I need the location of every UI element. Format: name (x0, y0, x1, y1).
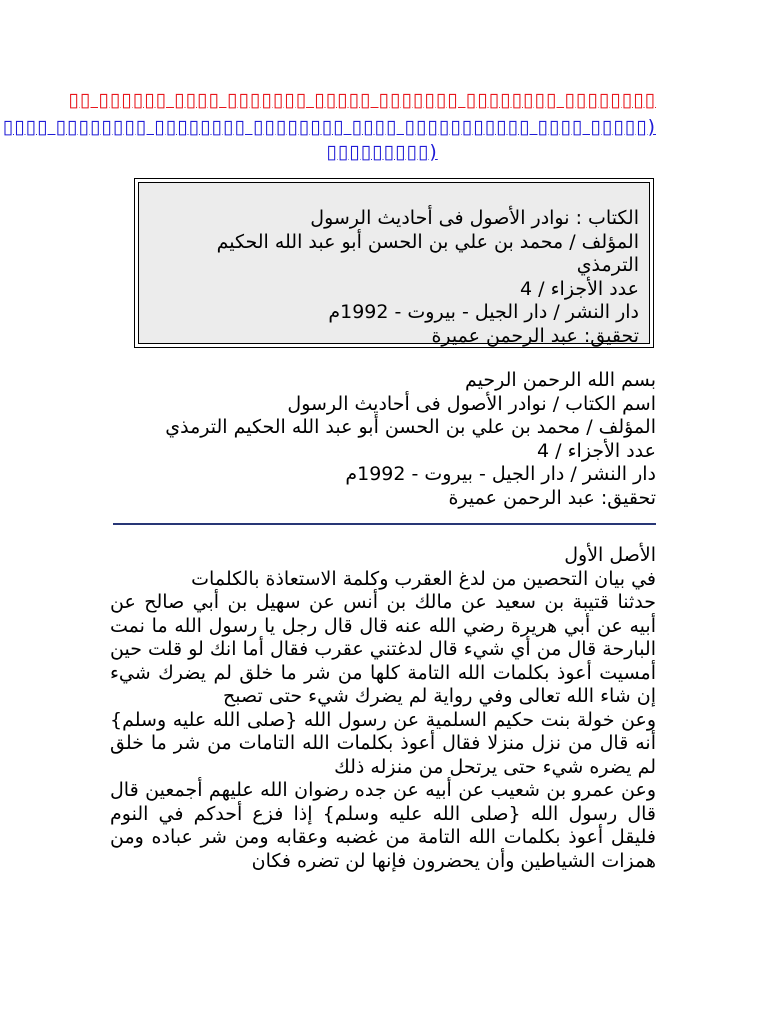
book-volumes-line: عدد الأجزاء / 4 (520, 277, 639, 300)
main-text (110, 544, 656, 873)
intro-book-name: اسم الكتاب / نوادر الأصول فى أحاديث الرسول (287, 392, 656, 415)
hadith-paragraph-3: وعن عمرو بن شعيب عن أبيه عن جده رضوان الله عليهم أجمعين قال قال رسول الله {صلى الله عليه وسلم} إذا فزع أحدكم في النوم فليقل أعوذ بكلمات الله التامة من غضبه وعقابه ومن شر عباده ومن همزات الشياطين وأن يحضرون فإنها لن تضره فكان (110, 779, 656, 872)
book-publisher-line: دار النشر / دار الجيل - بيروت - 1992م (328, 301, 639, 323)
red-title: ▯▯▯▯▯▯▯▯ ▯▯▯▯▯▯▯▯ ▯▯▯▯▯▯▯ ▯▯▯▯▯ ▯▯▯▯▯▯▯ ▯▯▯▯ ▯▯▯▯▯▯ ▯▯ (68, 89, 656, 111)
chapter-subheading: في بيان التحصين من لدغ العقرب وكلمة الاستعاذة بالكلمات (191, 567, 656, 590)
intro-volumes: عدد الأجزاء / 4 (537, 439, 656, 462)
book-info-content (138, 182, 650, 347)
book-author-line: المؤلف / محمد بن علي بن الحسن أبو عبد الله الحكيم الترمذي (216, 230, 639, 276)
hadith-paragraph-1: حدثنا قتيبة بن سعيد عن مالك بن أنس عن سهيل بن أبي صالح عن أبيه عن أبي هريرة رضي الله عنه قال قال رجل يا رسول الله ما نمت البارحة قال من أي شيء قال لدغتني عقرب فقال أما انك لو قلت حين أمسيت أعوذ بكلمات الله التامة كلها من شر ما خلق لم يضرك شيء إن شاء الله تعالى وفي رواية لم يضرك شيء حتى تصبح (110, 591, 656, 707)
book-editor-line: تحقيق: عبد الرحمن عميرة (431, 324, 639, 347)
book-info-box (134, 178, 654, 348)
title-link[interactable]: (▯▯▯▯▯ ▯▯▯▯ ▯▯▯▯▯▯▯▯▯▯▯ ▯▯▯▯ ▯▯▯▯▯▯▯▯ ▯▯▯▯▯▯▯▯ ▯▯▯▯▯▯▯▯ ▯▯▯▯ (2, 116, 656, 138)
intro-author: المؤلف / محمد بن علي بن الحسن أبو عبد الله الحكيم الترمذي (165, 416, 656, 438)
intro-section (130, 369, 656, 510)
book-title-line: الكتاب : نوادر الأصول فى أحاديث الرسول (310, 207, 639, 229)
title-link-continued[interactable]: (▯▯▯▯▯▯▯▯▯ (326, 141, 438, 163)
intro-publisher: دار النشر / دار الجيل - بيروت - 1992م (345, 463, 656, 485)
basmala: بسم الله الرحمن الرحيم (465, 369, 656, 391)
section-divider (113, 523, 656, 525)
hadith-paragraph-2: وعن خولة بنت حكيم السلمية عن رسول الله {صلى الله عليه وسلم} أنه قال من نزل منزلا فقال أعوذ بكلمات الله التامات من شر ما خلق لم يضره شيء حتى يرتحل من منزله ذلك (110, 708, 656, 778)
chapter-heading: الأصل الأول (564, 544, 656, 566)
intro-editor: تحقيق: عبد الرحمن عميرة (448, 486, 656, 509)
